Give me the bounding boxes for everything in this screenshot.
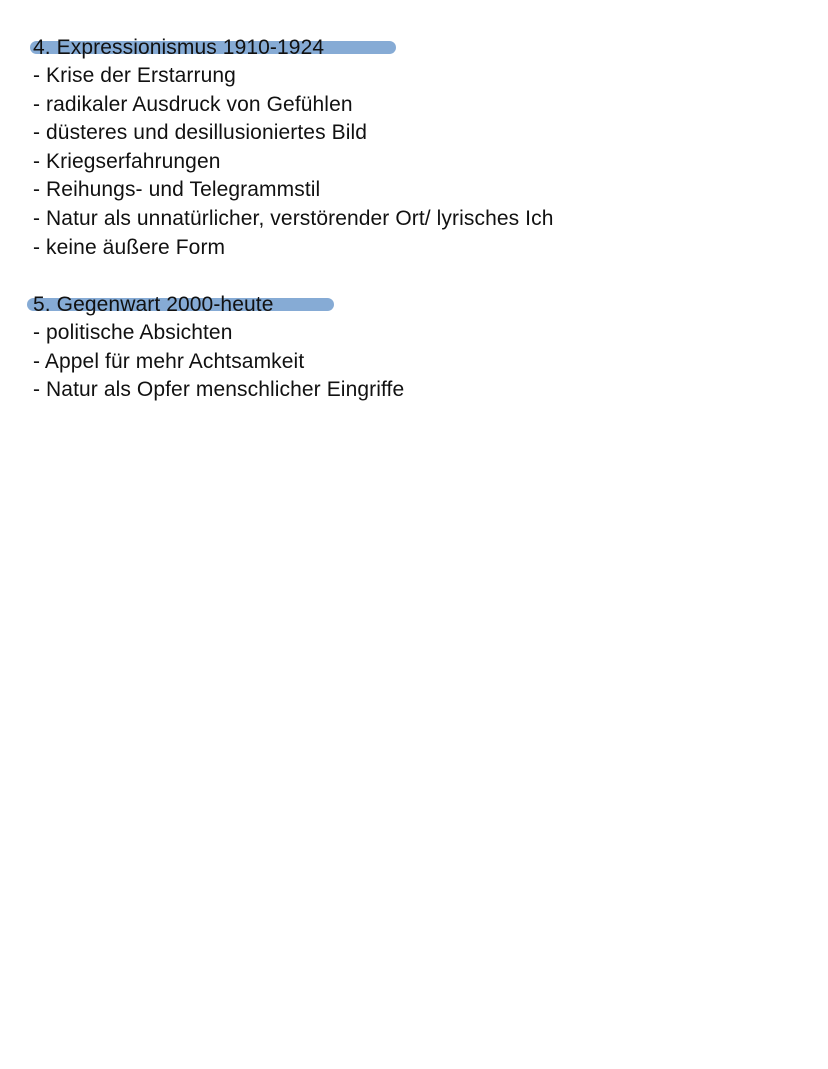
list-item: - Kriegserfahrungen [33, 149, 221, 173]
list-item: - Natur als Opfer menschlicher Eingriffe [33, 378, 405, 402]
bullet-list [33, 319, 404, 405]
section-heading: 5. Gegenwart 2000-heute [33, 293, 274, 316]
section-heading-wrap [33, 34, 554, 62]
list-item: - Reihungs- und Telegrammstil [33, 178, 321, 202]
list-item: - radikaler Ausdruck von Gefühlen [33, 92, 353, 116]
list-item: - keine äußere Form [33, 235, 226, 259]
section-heading-wrap [33, 291, 404, 319]
list-item: - Natur als unnatürlicher, verstörender Ort/ lyrisches Ich [33, 206, 554, 230]
list-item: - politische Absichten [33, 321, 233, 344]
list-item: - düsteres und desillusioniertes Bild [33, 121, 368, 145]
section-heading: 4. Expressionismus 1910-1924 [33, 36, 325, 59]
list-item: - Appel für mehr Achtsamkeit [33, 349, 305, 373]
bullet-list [33, 62, 554, 262]
list-item: - Krise der Erstarrung [33, 64, 236, 87]
section-gegenwart [33, 291, 404, 405]
section-expressionismus [33, 34, 554, 262]
